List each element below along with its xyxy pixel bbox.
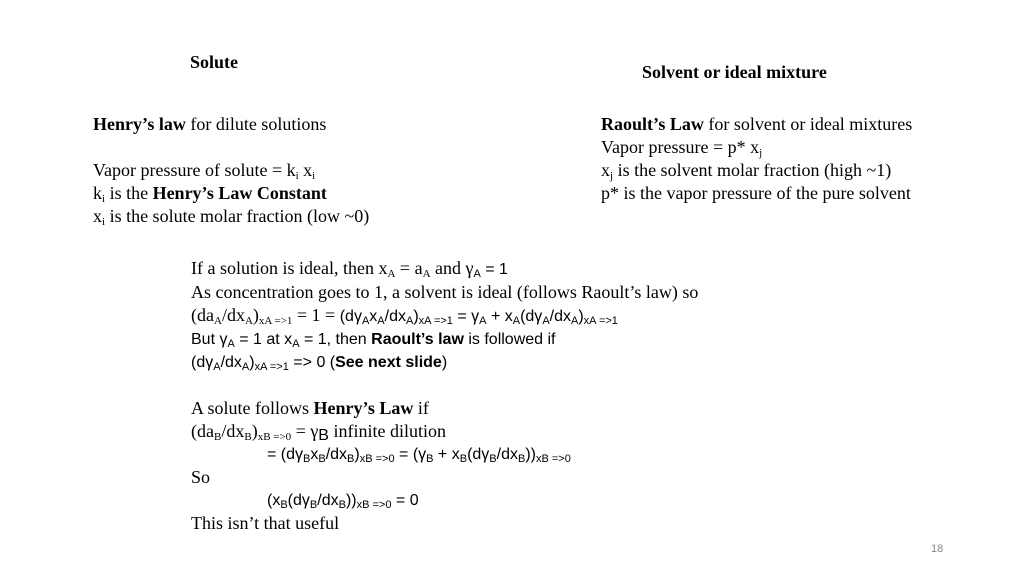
so-line: So	[191, 467, 211, 487]
henry-constant-line: $k_i$ is the Henry’s Law Constant	[93, 183, 327, 205]
conclusion-line: This isn’t that useful	[191, 513, 340, 533]
ideal-solution-line: If a solution is ideal, then $x_A = a_A$ and $\gamma_A = 1$	[191, 258, 508, 280]
henry-expansion-line: = $(d\gamma_Bx_B/dx_B)_{xB =>0} = (\gamma_B + x_B(d\gamma_B/dx_B))_{xB =>0}$	[267, 446, 571, 465]
henry-derivative-line: $(da_B/dx_B)_{xB =>0} = \gamma_B$ infinite dilution	[191, 421, 446, 444]
henry-law-title: Henry’s law for dilute solutions	[93, 114, 327, 134]
henry-result-line: $(x_B(d\gamma_B/dx_B))_{xB =>0} = 0$	[267, 492, 419, 511]
see-next-slide-line: $(d\gamma_A/dx_A)_{xA =>1} => 0$ (See next slide)	[191, 354, 448, 373]
solute-heading: Solute	[190, 52, 239, 72]
solvent-heading: Solvent or ideal mixture	[642, 62, 827, 82]
henry-molar-fraction-line: $x_i$ is the solute molar fraction (low ~0)	[93, 206, 370, 228]
henry-law-block	[93, 113, 369, 228]
raoult-molar-fraction-line: $x_j$ is the solvent molar fraction (high ~1)	[601, 160, 892, 182]
concentration-line: As concentration goes to 1, a solvent is ideal (follows Raoult’s law) so	[191, 282, 699, 302]
raoult-law-title: Raoult’s Law for solvent or ideal mixtures	[601, 114, 913, 134]
raoult-pure-pressure-line: p* is the vapor pressure of the pure solvent	[601, 183, 911, 203]
page-number: 18	[931, 543, 944, 555]
henry-vapor-pressure-line: Vapor pressure of solute = $k_i$ $x_i$	[93, 160, 316, 182]
main-derivation	[191, 257, 698, 535]
raoult-derivative-line: $(da_A/dx_A)_{xA =>1} = 1 = (d\gamma_Ax_A/dx_A)_{xA =>1} = \gamma_A + x_A(d\gamma_A/dx_A)_{xA =>1}$	[191, 305, 618, 327]
raoult-condition-line: But $\gamma_A = 1$ at $x_A = 1$, then Raoult’s law is followed if	[191, 331, 556, 350]
raoult-vapor-pressure-line: Vapor pressure = p* $x_j$	[601, 137, 763, 159]
raoult-law-block	[601, 113, 912, 205]
henry-follow-line: A solute follows Henry’s Law if	[191, 398, 429, 418]
